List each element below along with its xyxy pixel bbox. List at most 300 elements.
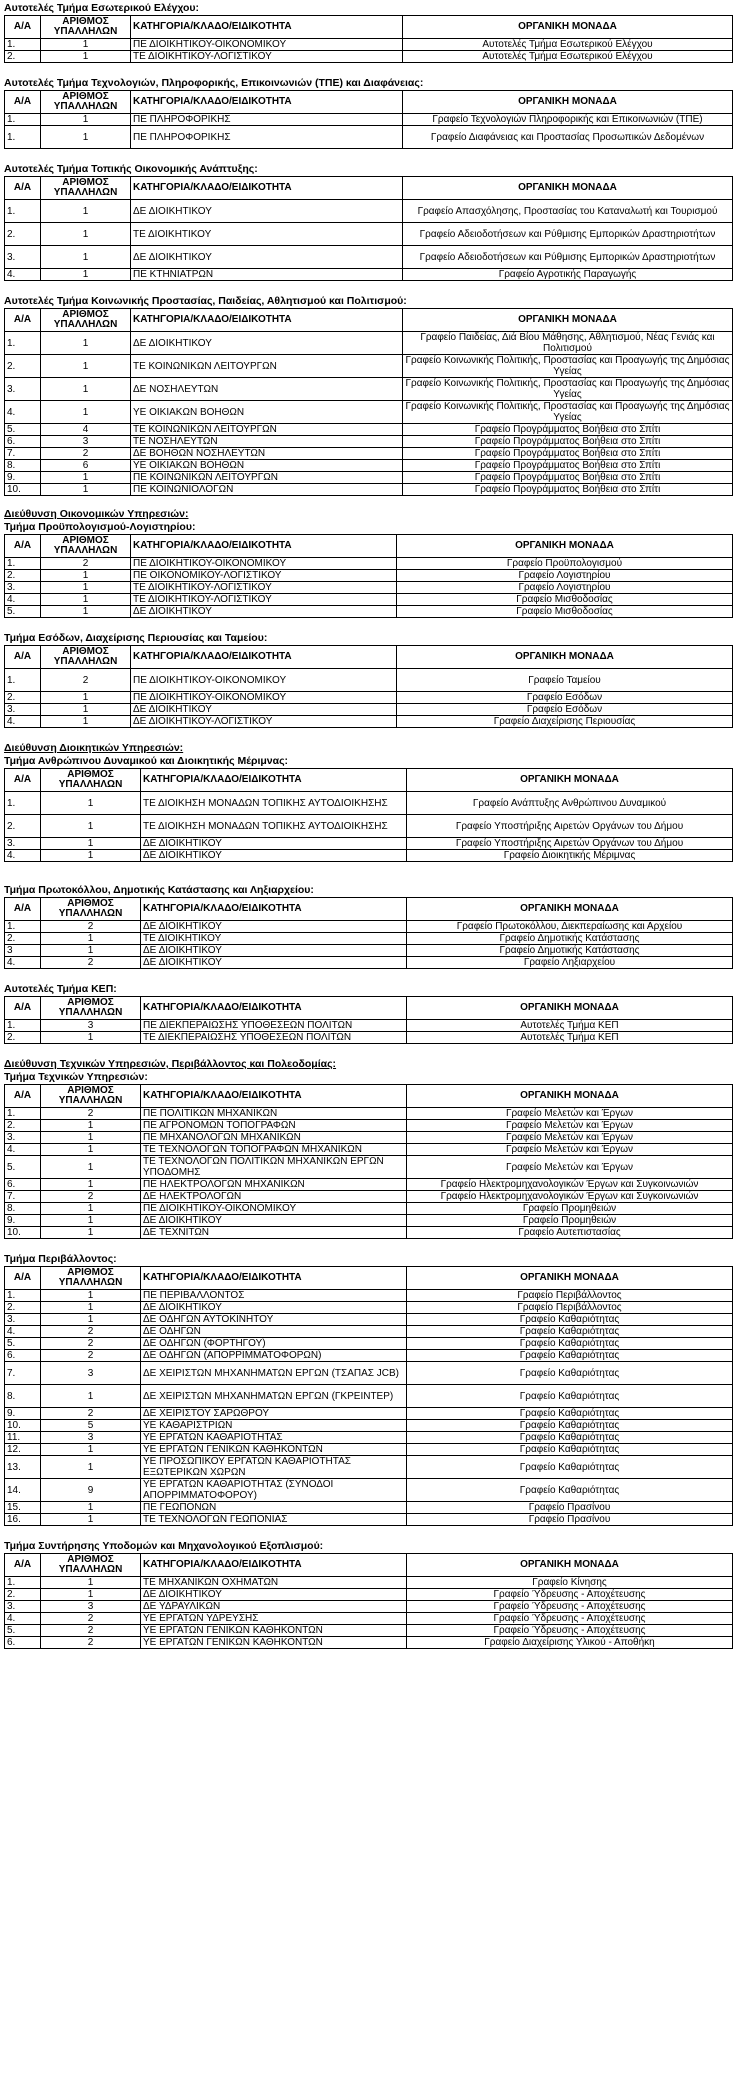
table-row bbox=[5, 1514, 733, 1526]
cell-unit: Γραφείο Προγράμματος Βοήθεια στο Σπίτι bbox=[403, 448, 733, 460]
section-spacer bbox=[4, 281, 732, 295]
header-count: ΑΡΙΘΜΟΣ ΥΠΑΛΛΗΛΩΝ bbox=[41, 997, 141, 1020]
cell-unit: Γραφείο Περιβάλλοντος bbox=[407, 1290, 733, 1302]
cell-category: ΔΕ ΔΙΟΙΚΗΤΙΚΟΥ bbox=[141, 957, 407, 969]
cell-unit: Αυτοτελές Τμήμα Εσωτερικού Ελέγχου bbox=[403, 39, 733, 51]
cell-aa: 2. bbox=[5, 570, 41, 582]
table-row bbox=[5, 401, 733, 424]
table-row bbox=[5, 1144, 733, 1156]
cell-count: 2 bbox=[41, 1326, 141, 1338]
header-category: ΚΑΤΗΓΟΡΙΑ/ΚΛΑΔΟ/ΕΙΔΙΚΟΤΗΤΑ bbox=[141, 1554, 407, 1577]
section-spacer bbox=[4, 1239, 732, 1253]
cell-category: ΔΕ ΟΔΗΓΩΝ bbox=[141, 1326, 407, 1338]
table-row bbox=[5, 1156, 733, 1179]
cell-category: ΔΕ ΔΙΟΙΚΗΤΙΚΟΥ bbox=[141, 838, 407, 850]
cell-count: 1 bbox=[41, 1385, 141, 1408]
cell-aa: 7. bbox=[5, 1191, 41, 1203]
cell-unit: Γραφείο Υποστήριξης Αιρετών Οργάνων του Δήμου bbox=[407, 838, 733, 850]
cell-count: 1 bbox=[41, 1577, 141, 1589]
cell-count: 1 bbox=[41, 1589, 141, 1601]
header-unit: ΟΡΓΑΝΙΚΗ ΜΟΝΑΔΑ bbox=[407, 1554, 733, 1577]
cell-count: 4 bbox=[41, 424, 131, 436]
directorate-title: Διεύθυνση Τεχνικών Υπηρεσιών, Περιβάλλοντος και Πολεοδομίας: bbox=[4, 1058, 337, 1070]
cell-aa: 3. bbox=[5, 582, 41, 594]
header-aa: Α/Α bbox=[5, 535, 41, 558]
cell-aa: 5. bbox=[5, 1625, 41, 1637]
cell-unit: Γραφείο Εσόδων bbox=[397, 704, 733, 716]
table-row bbox=[5, 594, 733, 606]
table-row bbox=[5, 815, 733, 838]
cell-category: ΔΕ ΔΙΟΙΚΗΤΙΚΟΥ bbox=[141, 850, 407, 862]
cell-count: 1 bbox=[41, 838, 141, 850]
header-aa: Α/Α bbox=[5, 1267, 41, 1290]
cell-count: 1 bbox=[41, 1120, 141, 1132]
header-unit: ΟΡΓΑΝΙΚΗ ΜΟΝΑΔΑ bbox=[403, 177, 733, 200]
cell-aa: 2. bbox=[5, 1302, 41, 1314]
cell-aa: 9. bbox=[5, 472, 41, 484]
header-count: ΑΡΙΘΜΟΣ ΥΠΑΛΛΗΛΩΝ bbox=[41, 769, 141, 792]
cell-category: ΠΕ ΔΙΟΙΚΗΤΙΚΟΥ-ΟΙΚΟΝΟΜΙΚΟΥ bbox=[131, 558, 397, 570]
cell-count: 1 bbox=[41, 472, 131, 484]
cell-category: ΤΕ ΝΟΣΗΛΕΥΤΩΝ bbox=[131, 436, 403, 448]
table-row bbox=[5, 933, 733, 945]
table-row bbox=[5, 1479, 733, 1502]
table-row bbox=[5, 582, 733, 594]
table-row bbox=[5, 378, 733, 401]
table-row bbox=[5, 1432, 733, 1444]
cell-unit: Γραφείο Καθαριότητας bbox=[407, 1444, 733, 1456]
header-aa: Α/Α bbox=[5, 16, 41, 39]
header-category: ΚΑΤΗΓΟΡΙΑ/ΚΛΑΔΟ/ΕΙΔΙΚΟΤΗΤΑ bbox=[141, 898, 407, 921]
cell-aa: 3. bbox=[5, 246, 41, 269]
cell-aa: 4. bbox=[5, 957, 41, 969]
cell-unit: Γραφείο Καθαριότητας bbox=[407, 1456, 733, 1479]
cell-category: ΥΕ ΕΡΓΑΤΩΝ ΓΕΝΙΚΩΝ ΚΑΘΗΚΟΝΤΩΝ bbox=[141, 1444, 407, 1456]
cell-count: 6 bbox=[41, 460, 131, 472]
table-row bbox=[5, 1362, 733, 1385]
cell-aa: 1. bbox=[5, 39, 41, 51]
header-count: ΑΡΙΘΜΟΣ ΥΠΑΛΛΗΛΩΝ bbox=[41, 898, 141, 921]
cell-unit: Αυτοτελές Τμήμα ΚΕΠ bbox=[407, 1020, 733, 1032]
cell-category: ΔΕ ΔΙΟΙΚΗΤΙΚΟΥ bbox=[141, 1215, 407, 1227]
cell-aa: 1. bbox=[5, 669, 41, 692]
cell-unit: Γραφείο Πρωτοκόλλου, Διεκπεραίωσης και Αρχείου bbox=[407, 921, 733, 933]
cell-count: 1 bbox=[41, 570, 131, 582]
header-unit: ΟΡΓΑΝΙΚΗ ΜΟΝΑΔΑ bbox=[407, 898, 733, 921]
cell-aa: 5. bbox=[5, 424, 41, 436]
cell-count: 1 bbox=[41, 1179, 141, 1191]
table-header-row bbox=[5, 91, 733, 114]
cell-category: ΤΕ ΜΗΧΑΝΙΚΩΝ ΟΧΗΜΑΤΩΝ bbox=[141, 1577, 407, 1589]
section-title: Τμήμα Προϋπολογισμού-Λογιστηρίου: bbox=[4, 521, 196, 533]
cell-unit: Γραφείο Μελετών και Έργων bbox=[407, 1120, 733, 1132]
cell-unit: Γραφείο Προγράμματος Βοήθεια στο Σπίτι bbox=[403, 472, 733, 484]
table-header-row bbox=[5, 177, 733, 200]
cell-category: ΔΕ ΝΟΣΗΛΕΥΤΩΝ bbox=[131, 378, 403, 401]
cell-unit: Γραφείο Μελετών και Έργων bbox=[407, 1144, 733, 1156]
cell-aa: 1. bbox=[5, 332, 41, 355]
cell-category: ΤΕ ΔΙΟΙΚΗΤΙΚΟΥ bbox=[131, 223, 403, 246]
cell-category: ΤΕ ΔΙΕΚΠΕΡΑΙΩΣΗΣ ΥΠΟΘΕΣΕΩΝ ΠΟΛΙΤΩΝ bbox=[141, 1032, 407, 1044]
table-row bbox=[5, 1456, 733, 1479]
table-row bbox=[5, 716, 733, 728]
cell-aa: 2. bbox=[5, 692, 41, 704]
cell-count: 1 bbox=[41, 716, 131, 728]
cell-aa: 1. bbox=[5, 114, 41, 126]
cell-count: 1 bbox=[41, 126, 131, 149]
cell-count: 1 bbox=[41, 401, 131, 424]
cell-unit: Γραφείο Διαφάνειας και Προστασίας Προσωπικών Δεδομένων bbox=[403, 126, 733, 149]
cell-count: 1 bbox=[41, 1444, 141, 1456]
staff-table bbox=[4, 1084, 733, 1239]
cell-category: ΤΕ ΔΙΟΙΚΗΤΙΚΟΥ-ΛΟΓΙΣΤΙΚΟΥ bbox=[131, 594, 397, 606]
header-category: ΚΑΤΗΓΟΡΙΑ/ΚΛΑΔΟ/ΕΙΔΙΚΟΤΗΤΑ bbox=[131, 91, 403, 114]
cell-unit: Γραφείο Προμηθειών bbox=[407, 1215, 733, 1227]
cell-category: ΔΕ ΔΙΟΙΚΗΤΙΚΟΥ bbox=[131, 200, 403, 223]
section-title: Τμήμα Περιβάλλοντος: bbox=[4, 1253, 117, 1265]
section-title: Τμήμα Τεχνικών Υπηρεσιών: bbox=[4, 1071, 148, 1083]
cell-aa: 2. bbox=[5, 223, 41, 246]
table-row bbox=[5, 1179, 733, 1191]
header-unit: ΟΡΓΑΝΙΚΗ ΜΟΝΑΔΑ bbox=[397, 535, 733, 558]
table-row bbox=[5, 1502, 733, 1514]
header-count: ΑΡΙΘΜΟΣ ΥΠΑΛΛΗΛΩΝ bbox=[41, 1554, 141, 1577]
cell-unit: Γραφείο Ύδρευσης - Αποχέτευσης bbox=[407, 1625, 733, 1637]
cell-aa: 7. bbox=[5, 1362, 41, 1385]
cell-unit: Γραφείο Διοικητικής Μέριμνας bbox=[407, 850, 733, 862]
cell-count: 3 bbox=[41, 436, 131, 448]
cell-unit: Γραφείο Καθαριότητας bbox=[407, 1326, 733, 1338]
cell-count: 2 bbox=[41, 957, 141, 969]
cell-count: 9 bbox=[41, 1479, 141, 1502]
table-row bbox=[5, 850, 733, 862]
header-count: ΑΡΙΘΜΟΣ ΥΠΑΛΛΗΛΩΝ bbox=[41, 177, 131, 200]
cell-unit: Γραφείο Καθαριότητας bbox=[407, 1362, 733, 1385]
cell-count: 1 bbox=[41, 933, 141, 945]
cell-category: ΤΕ ΔΙΟΙΚΗΣΗ ΜΟΝΑΔΩΝ ΤΟΠΙΚΗΣ ΑΥΤΟΔΙΟΙΚΗΣΗΣ bbox=[141, 792, 407, 815]
cell-count: 2 bbox=[41, 1338, 141, 1350]
cell-category: ΥΕ ΠΡΟΣΩΠΙΚΟΥ ΕΡΓΑΤΩΝ ΚΑΘΑΡΙΟΤΗΤΑΣ ΕΞΩΤΕΡΙΚΩΝ ΧΩΡΩΝ bbox=[141, 1456, 407, 1479]
table-row bbox=[5, 570, 733, 582]
header-category: ΚΑΤΗΓΟΡΙΑ/ΚΛΑΔΟ/ΕΙΔΙΚΟΤΗΤΑ bbox=[131, 309, 403, 332]
cell-aa: 16. bbox=[5, 1514, 41, 1526]
table-row bbox=[5, 1326, 733, 1338]
table-header-row bbox=[5, 16, 733, 39]
cell-count: 1 bbox=[41, 692, 131, 704]
cell-category: ΔΕ ΟΔΗΓΩΝ (ΦΟΡΤΗΓΟΥ) bbox=[141, 1338, 407, 1350]
table-row bbox=[5, 1227, 733, 1239]
cell-unit: Γραφείο Ληξιαρχείου bbox=[407, 957, 733, 969]
cell-unit: Γραφείο Μελετών και Έργων bbox=[407, 1156, 733, 1179]
header-unit: ΟΡΓΑΝΙΚΗ ΜΟΝΑΔΑ bbox=[407, 1267, 733, 1290]
section-spacer bbox=[4, 149, 732, 163]
header-unit: ΟΡΓΑΝΙΚΗ ΜΟΝΑΔΑ bbox=[407, 997, 733, 1020]
header-category: ΚΑΤΗΓΟΡΙΑ/ΚΛΑΔΟ/ΕΙΔΙΚΟΤΗΤΑ bbox=[141, 1267, 407, 1290]
cell-aa: 1. bbox=[5, 921, 41, 933]
cell-count: 1 bbox=[41, 1203, 141, 1215]
cell-count: 2 bbox=[41, 1408, 141, 1420]
cell-unit: Γραφείο Μισθοδοσίας bbox=[397, 594, 733, 606]
section-title: Τμήμα Συντήρησης Υποδομών και Μηχανολογικού Εξοπλισμού: bbox=[4, 1540, 324, 1552]
cell-unit: Γραφείο Παιδείας, Διά Βίου Μάθησης, Αθλητισμού, Νέας Γενιάς και Πολιτισμού bbox=[403, 332, 733, 355]
cell-count: 1 bbox=[41, 484, 131, 496]
cell-unit: Γραφείο Κοινωνικής Πολιτικής, Προστασίας και Προαγωγής της Δημόσιας Υγείας bbox=[403, 378, 733, 401]
cell-category: ΠΕ ΟΙΚΟΝΟΜΙΚΟΥ-ΛΟΓΙΣΤΙΚΟΥ bbox=[131, 570, 397, 582]
cell-count: 2 bbox=[41, 1613, 141, 1625]
cell-aa: 14. bbox=[5, 1479, 41, 1502]
table-row bbox=[5, 669, 733, 692]
cell-unit: Αυτοτελές Τμήμα ΚΕΠ bbox=[407, 1032, 733, 1044]
cell-category: ΤΕ ΤΕΧΝΟΛΟΓΩΝ ΠΟΛΙΤΙΚΩΝ ΜΗΧΑΝΙΚΩΝ ΕΡΓΩΝ ΥΠΟΔΟΜΗΣ bbox=[141, 1156, 407, 1179]
table-row bbox=[5, 484, 733, 496]
staff-table bbox=[4, 176, 733, 281]
cell-unit: Γραφείο Αγροτικής Παραγωγής bbox=[403, 269, 733, 281]
header-count: ΑΡΙΘΜΟΣ ΥΠΑΛΛΗΛΩΝ bbox=[41, 1085, 141, 1108]
cell-unit: Γραφείο Καθαριότητας bbox=[407, 1350, 733, 1362]
cell-category: ΥΕ ΚΑΘΑΡΙΣΤΡΙΩΝ bbox=[141, 1420, 407, 1432]
header-category: ΚΑΤΗΓΟΡΙΑ/ΚΛΑΔΟ/ΕΙΔΙΚΟΤΗΤΑ bbox=[131, 16, 403, 39]
cell-unit: Γραφείο Πρασίνου bbox=[407, 1502, 733, 1514]
section-spacer bbox=[4, 1044, 732, 1058]
header-unit: ΟΡΓΑΝΙΚΗ ΜΟΝΑΔΑ bbox=[397, 646, 733, 669]
cell-unit: Γραφείο Τεχνολογιών Πληροφορικής και Επικοινωνιών (ΤΠΕ) bbox=[403, 114, 733, 126]
section-title: Αυτοτελές Τμήμα Εσωτερικού Ελέγχου: bbox=[4, 2, 200, 14]
cell-unit: Αυτοτελές Τμήμα Εσωτερικού Ελέγχου bbox=[403, 51, 733, 63]
cell-aa: 6. bbox=[5, 1350, 41, 1362]
cell-count: 3 bbox=[41, 1432, 141, 1444]
cell-aa: 5. bbox=[5, 1156, 41, 1179]
staff-table bbox=[4, 15, 733, 63]
cell-category: ΠΕ ΔΙΟΙΚΗΤΙΚΟΥ-ΟΙΚΟΝΟΜΙΚΟΥ bbox=[131, 39, 403, 51]
cell-unit: Γραφείο Ύδρευσης - Αποχέτευσης bbox=[407, 1601, 733, 1613]
staff-table bbox=[4, 897, 733, 969]
cell-unit: Γραφείο Προγράμματος Βοήθεια στο Σπίτι bbox=[403, 460, 733, 472]
table-row bbox=[5, 1420, 733, 1432]
header-count: ΑΡΙΘΜΟΣ ΥΠΑΛΛΗΛΩΝ bbox=[41, 646, 131, 669]
section-title: Αυτοτελές Τμήμα Τοπικής Οικονομικής Ανάπτυξης: bbox=[4, 163, 258, 175]
table-row bbox=[5, 448, 733, 460]
document-page bbox=[4, 2, 732, 1649]
cell-aa: 3 bbox=[5, 945, 41, 957]
cell-category: ΔΕ ΤΕΧΝΙΤΩΝ bbox=[141, 1227, 407, 1239]
cell-unit: Γραφείο Καθαριότητας bbox=[407, 1385, 733, 1408]
cell-unit: Γραφείο Εσόδων bbox=[397, 692, 733, 704]
table-row bbox=[5, 1314, 733, 1326]
cell-category: ΔΕ ΔΙΟΙΚΗΤΙΚΟΥ bbox=[141, 945, 407, 957]
cell-aa: 4. bbox=[5, 1613, 41, 1625]
staff-table bbox=[4, 90, 733, 149]
header-unit: ΟΡΓΑΝΙΚΗ ΜΟΝΑΔΑ bbox=[407, 769, 733, 792]
cell-aa: 2. bbox=[5, 933, 41, 945]
table-header-row bbox=[5, 1085, 733, 1108]
header-aa: Α/Α bbox=[5, 177, 41, 200]
cell-category: ΠΕ ΠΟΛΙΤΙΚΩΝ ΜΗΧΑΝΙΚΩΝ bbox=[141, 1108, 407, 1120]
cell-aa: 8. bbox=[5, 460, 41, 472]
cell-count: 1 bbox=[41, 1290, 141, 1302]
section-title: Τμήμα Ανθρώπινου Δυναμικού και Διοικητικής Μέριμνας: bbox=[4, 755, 289, 767]
cell-count: 1 bbox=[41, 1132, 141, 1144]
cell-aa: 1. bbox=[5, 1108, 41, 1120]
header-unit: ΟΡΓΑΝΙΚΗ ΜΟΝΑΔΑ bbox=[407, 1085, 733, 1108]
table-row bbox=[5, 692, 733, 704]
header-category: ΚΑΤΗΓΟΡΙΑ/ΚΛΑΔΟ/ΕΙΔΙΚΟΤΗΤΑ bbox=[141, 1085, 407, 1108]
table-row bbox=[5, 1020, 733, 1032]
cell-unit: Γραφείο Λογιστηρίου bbox=[397, 570, 733, 582]
cell-aa: 1. bbox=[5, 1020, 41, 1032]
table-row bbox=[5, 1215, 733, 1227]
table-row bbox=[5, 126, 733, 149]
cell-category: ΔΕ ΧΕΙΡΙΣΤΩΝ ΜΗΧΑΝΗΜΑΤΩΝ ΕΡΓΩΝ (ΓΚΡΕΙΝΤΕΡ) bbox=[141, 1385, 407, 1408]
section-spacer bbox=[4, 862, 732, 884]
table-row bbox=[5, 1385, 733, 1408]
cell-category: ΔΕ ΔΙΟΙΚΗΤΙΚΟΥ bbox=[131, 332, 403, 355]
cell-unit: Γραφείο Προγράμματος Βοήθεια στο Σπίτι bbox=[403, 424, 733, 436]
staff-table bbox=[4, 1266, 733, 1526]
cell-category: ΥΕ ΟΙΚΙΑΚΩΝ ΒΟΗΘΩΝ bbox=[131, 401, 403, 424]
header-unit: ΟΡΓΑΝΙΚΗ ΜΟΝΑΔΑ bbox=[403, 309, 733, 332]
cell-count: 1 bbox=[41, 1456, 141, 1479]
table-row bbox=[5, 1601, 733, 1613]
header-count: ΑΡΙΘΜΟΣ ΥΠΑΛΛΗΛΩΝ bbox=[41, 1267, 141, 1290]
cell-count: 1 bbox=[41, 51, 131, 63]
section-title: Αυτοτελές Τμήμα ΚΕΠ: bbox=[4, 983, 117, 995]
cell-unit: Γραφείο Καθαριότητας bbox=[407, 1479, 733, 1502]
cell-count: 1 bbox=[41, 850, 141, 862]
cell-unit: Γραφείο Μελετών και Έργων bbox=[407, 1108, 733, 1120]
table-row bbox=[5, 1613, 733, 1625]
cell-category: ΠΕ ΔΙΟΙΚΗΤΙΚΟΥ-ΟΙΚΟΝΟΜΙΚΟΥ bbox=[141, 1203, 407, 1215]
section-spacer bbox=[4, 496, 732, 508]
cell-category: ΔΕ ΥΔΡΑΥΛΙΚΩΝ bbox=[141, 1601, 407, 1613]
cell-aa: 4. bbox=[5, 850, 41, 862]
cell-category: ΠΕ ΠΕΡΙΒΑΛΛΟΝΤΟΣ bbox=[141, 1290, 407, 1302]
table-header-row bbox=[5, 535, 733, 558]
table-row bbox=[5, 460, 733, 472]
cell-count: 1 bbox=[41, 606, 131, 618]
cell-category: ΥΕ ΕΡΓΑΤΩΝ ΓΕΝΙΚΩΝ ΚΑΘΗΚΟΝΤΩΝ bbox=[141, 1637, 407, 1649]
table-row bbox=[5, 838, 733, 850]
section-title: Αυτοτελές Τμήμα Κοινωνικής Προστασίας, Παιδείας, Αθλητισμού και Πολιτισμού: bbox=[4, 295, 407, 307]
cell-unit: Γραφείο Ύδρευσης - Αποχέτευσης bbox=[407, 1589, 733, 1601]
cell-count: 2 bbox=[41, 448, 131, 460]
cell-category: ΠΕ ΚΤΗΝΙΑΤΡΩΝ bbox=[131, 269, 403, 281]
cell-unit: Γραφείο Προϋπολογισμού bbox=[397, 558, 733, 570]
table-row bbox=[5, 246, 733, 269]
table-row bbox=[5, 704, 733, 716]
cell-count: 5 bbox=[41, 1420, 141, 1432]
section-title: Τμήμα Πρωτοκόλλου, Δημοτικής Κατάστασης και Ληξιαρχείου: bbox=[4, 884, 314, 896]
table-row bbox=[5, 1589, 733, 1601]
cell-aa: 5. bbox=[5, 606, 41, 618]
table-row bbox=[5, 1203, 733, 1215]
table-row bbox=[5, 1338, 733, 1350]
table-row bbox=[5, 1637, 733, 1649]
cell-aa: 4. bbox=[5, 269, 41, 281]
cell-category: ΤΕ ΤΕΧΝΟΛΟΓΩΝ ΓΕΩΠΟΝΙΑΣ bbox=[141, 1514, 407, 1526]
section-spacer bbox=[4, 63, 732, 77]
cell-count: 1 bbox=[41, 704, 131, 716]
header-aa: Α/Α bbox=[5, 1085, 41, 1108]
cell-category: ΔΕ ΔΙΟΙΚΗΤΙΚΟΥ bbox=[131, 246, 403, 269]
cell-category: ΤΕ ΔΙΟΙΚΗΤΙΚΟΥ bbox=[141, 933, 407, 945]
table-row bbox=[5, 1120, 733, 1132]
cell-category: ΠΕ ΠΛΗΡΟΦΟΡΙΚΗΣ bbox=[131, 114, 403, 126]
cell-count: 1 bbox=[41, 114, 131, 126]
header-unit: ΟΡΓΑΝΙΚΗ ΜΟΝΑΔΑ bbox=[403, 91, 733, 114]
cell-count: 1 bbox=[41, 332, 131, 355]
cell-unit: Γραφείο Προγράμματος Βοήθεια στο Σπίτι bbox=[403, 436, 733, 448]
cell-unit: Γραφείο Μελετών και Έργων bbox=[407, 1132, 733, 1144]
cell-unit: Γραφείο Δημοτικής Κατάστασης bbox=[407, 933, 733, 945]
cell-count: 1 bbox=[41, 1227, 141, 1239]
cell-count: 1 bbox=[41, 945, 141, 957]
header-aa: Α/Α bbox=[5, 646, 41, 669]
staff-table bbox=[4, 308, 733, 496]
cell-aa: 3. bbox=[5, 838, 41, 850]
cell-count: 1 bbox=[41, 355, 131, 378]
cell-category: ΥΕ ΟΙΚΙΑΚΩΝ ΒΟΗΘΩΝ bbox=[131, 460, 403, 472]
cell-count: 1 bbox=[41, 246, 131, 269]
cell-unit: Γραφείο Λογιστηρίου bbox=[397, 582, 733, 594]
cell-category: ΠΕ ΔΙΟΙΚΗΤΙΚΟΥ-ΟΙΚΟΝΟΜΙΚΟΥ bbox=[131, 669, 397, 692]
cell-aa: 2. bbox=[5, 355, 41, 378]
header-category: ΚΑΤΗΓΟΡΙΑ/ΚΛΑΔΟ/ΕΙΔΙΚΟΤΗΤΑ bbox=[131, 177, 403, 200]
cell-aa: 15. bbox=[5, 1502, 41, 1514]
cell-count: 1 bbox=[41, 594, 131, 606]
cell-category: ΠΕ ΓΕΩΠΟΝΩΝ bbox=[141, 1502, 407, 1514]
cell-aa: 4. bbox=[5, 594, 41, 606]
cell-aa: 6. bbox=[5, 436, 41, 448]
cell-unit: Γραφείο Κοινωνικής Πολιτικής, Προστασίας και Προαγωγής της Δημόσιας Υγείας bbox=[403, 355, 733, 378]
cell-aa: 4. bbox=[5, 1144, 41, 1156]
cell-category: ΔΕ ΔΙΟΙΚΗΤΙΚΟΥ bbox=[141, 921, 407, 933]
cell-count: 3 bbox=[41, 1362, 141, 1385]
cell-count: 1 bbox=[41, 815, 141, 838]
cell-unit: Γραφείο Καθαριότητας bbox=[407, 1338, 733, 1350]
header-aa: Α/Α bbox=[5, 769, 41, 792]
table-header-row bbox=[5, 1267, 733, 1290]
table-row bbox=[5, 558, 733, 570]
cell-unit: Γραφείο Καθαριότητας bbox=[407, 1432, 733, 1444]
cell-aa: 2. bbox=[5, 1589, 41, 1601]
table-header-row bbox=[5, 646, 733, 669]
cell-category: ΤΕ ΔΙΟΙΚΗΤΙΚΟΥ-ΛΟΓΙΣΤΙΚΟΥ bbox=[131, 582, 397, 594]
cell-count: 1 bbox=[41, 1144, 141, 1156]
cell-unit: Γραφείο Μισθοδοσίας bbox=[397, 606, 733, 618]
cell-aa: 1. bbox=[5, 126, 41, 149]
header-count: ΑΡΙΘΜΟΣ ΥΠΑΛΛΗΛΩΝ bbox=[41, 535, 131, 558]
directorate-title: Διεύθυνση Διοικητικών Υπηρεσιών: bbox=[4, 742, 184, 754]
cell-unit: Γραφείο Κοινωνικής Πολιτικής, Προστασίας και Προαγωγής της Δημόσιας Υγείας bbox=[403, 401, 733, 424]
section-spacer bbox=[4, 1526, 732, 1540]
cell-count: 1 bbox=[41, 1314, 141, 1326]
table-row bbox=[5, 1408, 733, 1420]
staff-table bbox=[4, 645, 733, 728]
cell-aa: 1. bbox=[5, 1577, 41, 1589]
cell-count: 1 bbox=[41, 39, 131, 51]
cell-category: ΥΕ ΕΡΓΑΤΩΝ ΚΑΘΑΡΙΟΤΗΤΑΣ bbox=[141, 1432, 407, 1444]
table-header-row bbox=[5, 769, 733, 792]
cell-category: ΔΕ ΔΙΟΙΚΗΤΙΚΟΥ-ΛΟΓΙΣΤΙΚΟΥ bbox=[131, 716, 397, 728]
cell-category: ΔΕ ΧΕΙΡΙΣΤΩΝ ΜΗΧΑΝΗΜΑΤΩΝ ΕΡΓΩΝ (ΤΣΑΠΑΣ JCB) bbox=[141, 1362, 407, 1385]
cell-count: 1 bbox=[41, 223, 131, 246]
cell-count: 2 bbox=[41, 921, 141, 933]
table-row bbox=[5, 1302, 733, 1314]
table-row bbox=[5, 792, 733, 815]
cell-count: 1 bbox=[41, 1502, 141, 1514]
cell-count: 1 bbox=[41, 200, 131, 223]
table-row bbox=[5, 39, 733, 51]
